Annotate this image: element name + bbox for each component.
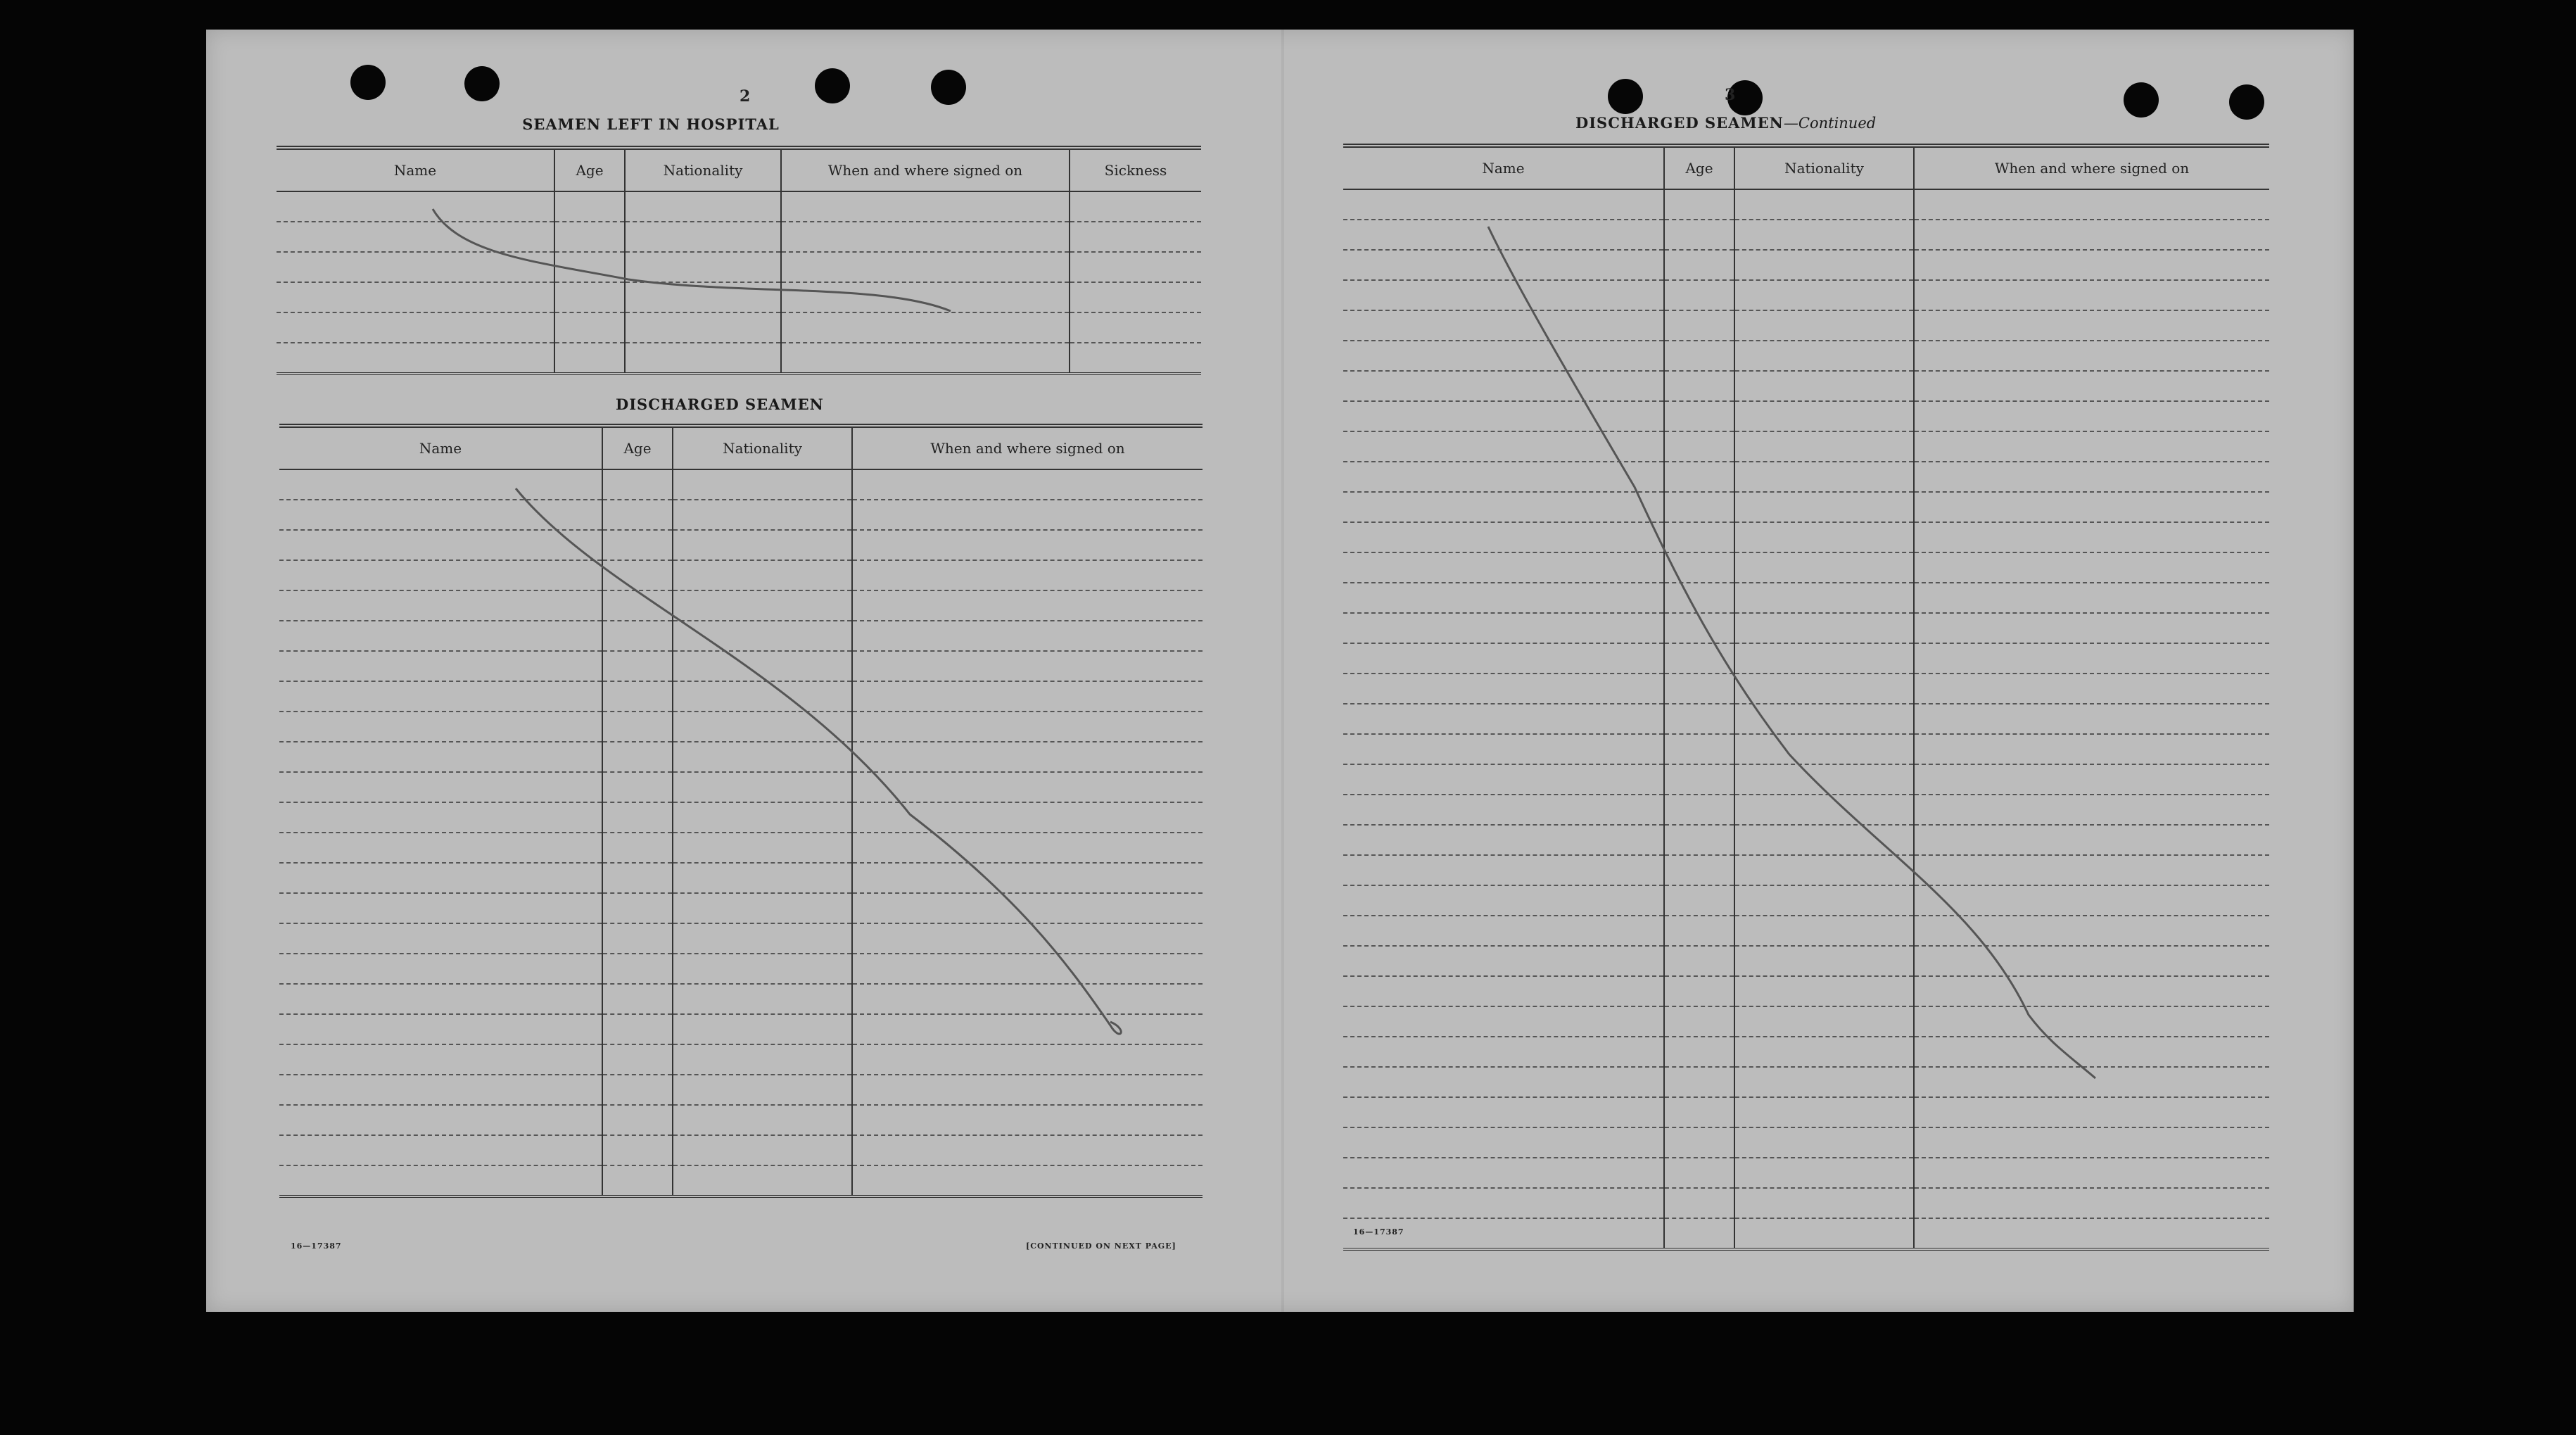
left-page bbox=[206, 30, 1283, 1312]
column-header-nationality: Nationality bbox=[1734, 146, 1914, 189]
page-number: 3 bbox=[1725, 86, 1736, 104]
column-header-name: Name bbox=[1482, 160, 1525, 177]
column-header-signed-on: When and where signed on bbox=[852, 426, 1203, 469]
continued-note: [CONTINUED ON NEXT PAGE] bbox=[1026, 1241, 1176, 1251]
page-number: 2 bbox=[740, 87, 751, 106]
column-header-age: Age bbox=[602, 426, 673, 469]
column-header-nationality: Nationality bbox=[673, 426, 852, 469]
column-header-signed-on: When and where signed on bbox=[1914, 146, 2269, 189]
column-header-nationality: Nationality bbox=[625, 148, 781, 191]
strike-through-mark bbox=[1283, 30, 2354, 1312]
column-header-sickness: Sickness bbox=[1070, 148, 1201, 191]
column-header-age: Age bbox=[1664, 146, 1734, 189]
column-header-signed-on: When and where signed on bbox=[781, 148, 1070, 191]
discharged-section-title: DISCHARGED SEAMEN bbox=[616, 396, 824, 413]
continued-suffix: —Continued bbox=[1783, 115, 1877, 132]
form-number: 16—17387 bbox=[291, 1241, 342, 1251]
form-number: 16—17387 bbox=[1353, 1227, 1404, 1237]
section-title: DISCHARGED SEAMEN bbox=[1575, 114, 1784, 132]
right-page bbox=[1283, 30, 2354, 1312]
column-header-age: Age bbox=[554, 148, 625, 191]
strike-through-mark bbox=[206, 30, 1283, 1312]
form-sheet bbox=[206, 30, 2354, 1312]
hospital-section-title: SEAMEN LEFT IN HOSPITAL bbox=[522, 115, 780, 133]
column-header-name: Name bbox=[393, 162, 437, 179]
column-header-name: Name bbox=[419, 440, 462, 457]
